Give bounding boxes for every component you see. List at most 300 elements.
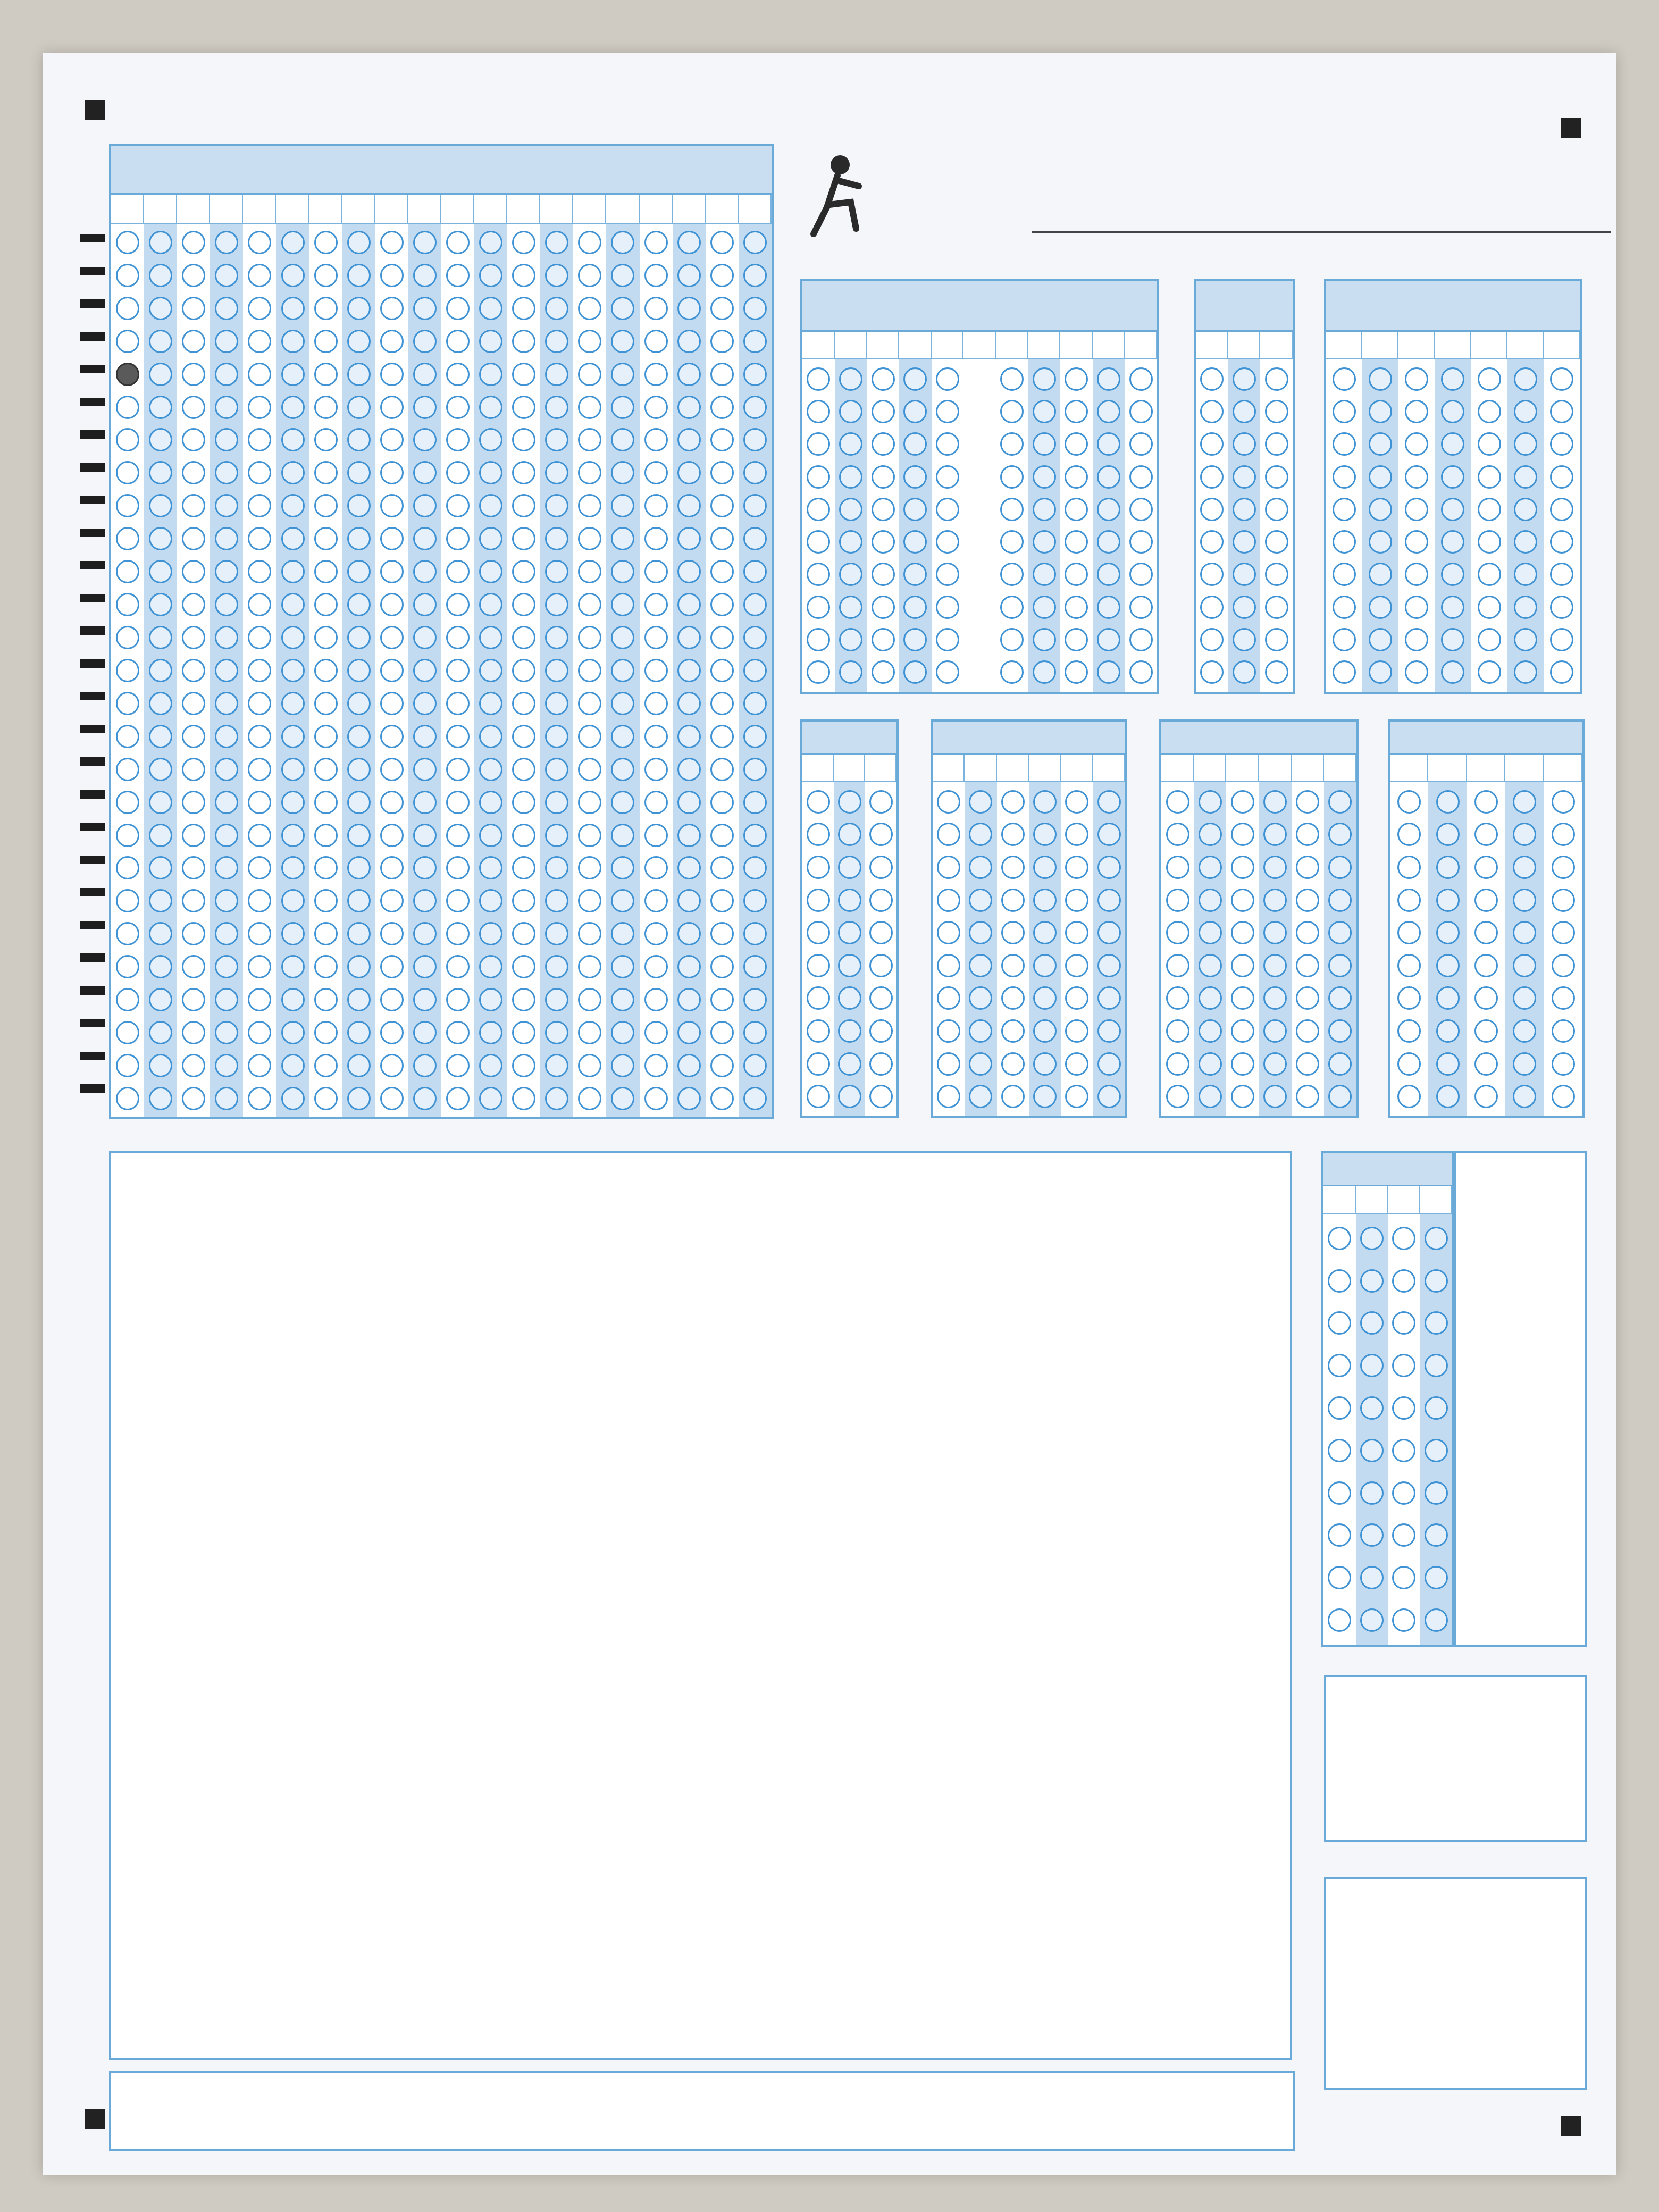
bubble[interactable] xyxy=(839,563,862,586)
bubble[interactable] xyxy=(149,527,172,550)
bubble[interactable] xyxy=(1033,856,1057,879)
bubble[interactable] xyxy=(545,461,568,484)
bubble[interactable] xyxy=(1328,921,1352,944)
bubble[interactable] xyxy=(1514,400,1537,423)
bubble[interactable] xyxy=(743,363,767,386)
bubble[interactable] xyxy=(839,660,862,684)
bubble[interactable] xyxy=(710,1087,734,1110)
bubble[interactable] xyxy=(116,725,139,748)
bubble[interactable] xyxy=(545,1054,568,1077)
bubble[interactable] xyxy=(1000,367,1024,391)
bubble[interactable] xyxy=(215,725,238,748)
write-in-box[interactable] xyxy=(342,195,375,224)
bubble[interactable] xyxy=(1369,367,1392,391)
bubble[interactable] xyxy=(611,1021,634,1044)
bubble[interactable] xyxy=(869,1019,893,1043)
bubble[interactable] xyxy=(1033,563,1056,586)
bubble[interactable] xyxy=(182,922,205,945)
bubble[interactable] xyxy=(1200,465,1224,489)
bubble[interactable] xyxy=(644,824,668,847)
bubble[interactable] xyxy=(512,527,535,550)
bubble[interactable] xyxy=(479,955,502,978)
bubble[interactable] xyxy=(611,758,634,781)
bubble[interactable] xyxy=(1369,465,1392,489)
bubble[interactable] xyxy=(1552,921,1575,944)
bubble[interactable] xyxy=(1474,1052,1498,1076)
bubble[interactable] xyxy=(512,363,535,386)
bubble[interactable] xyxy=(248,1087,271,1110)
bubble[interactable] xyxy=(182,1054,205,1077)
bubble[interactable] xyxy=(1328,1085,1352,1108)
bubble[interactable] xyxy=(314,560,338,583)
bubble[interactable] xyxy=(1360,1311,1384,1335)
bubble[interactable] xyxy=(677,264,701,287)
bubble[interactable] xyxy=(1333,530,1356,554)
bubble[interactable] xyxy=(1065,465,1088,489)
bubble[interactable] xyxy=(1474,954,1498,977)
bubble[interactable] xyxy=(1296,823,1319,846)
write-in-box[interactable] xyxy=(867,332,899,359)
bubble[interactable] xyxy=(1425,1396,1448,1420)
bubble[interactable] xyxy=(512,1054,535,1077)
bubble[interactable] xyxy=(578,396,601,419)
bubble[interactable] xyxy=(1231,790,1254,814)
write-in-box[interactable] xyxy=(1435,332,1471,359)
bubble[interactable] xyxy=(1441,465,1464,489)
bubble[interactable] xyxy=(314,593,338,616)
bubble[interactable] xyxy=(479,824,502,847)
bubble[interactable] xyxy=(611,1054,634,1077)
bubble[interactable] xyxy=(578,922,601,945)
bubble[interactable] xyxy=(479,461,502,484)
bubble[interactable] xyxy=(1369,498,1392,521)
bubble[interactable] xyxy=(1233,432,1256,456)
bubble[interactable] xyxy=(611,494,634,517)
bubble[interactable] xyxy=(1097,1019,1121,1043)
write-in-box[interactable] xyxy=(1260,332,1293,359)
bubble[interactable] xyxy=(838,921,861,944)
bubble[interactable] xyxy=(644,889,668,912)
bubble[interactable] xyxy=(281,692,305,715)
bubble[interactable] xyxy=(446,856,470,879)
bubble[interactable] xyxy=(149,396,172,419)
write-in-box[interactable] xyxy=(1390,755,1428,782)
bubble[interactable] xyxy=(248,231,271,254)
bubble[interactable] xyxy=(1097,889,1121,912)
bubble[interactable] xyxy=(545,692,568,715)
bubble[interactable] xyxy=(743,791,767,814)
bubble[interactable] xyxy=(248,1021,271,1044)
bubble[interactable] xyxy=(1233,530,1256,554)
bubble[interactable] xyxy=(969,954,992,977)
bubble[interactable] xyxy=(512,264,535,287)
bubble[interactable] xyxy=(1441,400,1464,423)
bubble[interactable] xyxy=(380,1054,404,1077)
bubble[interactable] xyxy=(1369,628,1392,651)
bubble[interactable] xyxy=(1550,628,1573,651)
bubble[interactable] xyxy=(1129,563,1153,586)
bubble[interactable] xyxy=(116,922,139,945)
bubble[interactable] xyxy=(710,955,734,978)
bubble[interactable] xyxy=(710,758,734,781)
bubble[interactable] xyxy=(1405,563,1428,586)
bubble[interactable] xyxy=(1033,823,1057,846)
bubble[interactable] xyxy=(807,1019,830,1043)
bubble[interactable] xyxy=(182,889,205,912)
bubble[interactable] xyxy=(1065,498,1088,521)
bubble[interactable] xyxy=(314,955,338,978)
bubble[interactable] xyxy=(1231,856,1254,879)
bubble[interactable] xyxy=(347,363,371,386)
bubble[interactable] xyxy=(479,428,502,451)
bubble[interactable] xyxy=(611,363,634,386)
bubble[interactable] xyxy=(149,1021,172,1044)
bubble[interactable] xyxy=(545,363,568,386)
bubble[interactable] xyxy=(149,428,172,451)
write-in-box[interactable] xyxy=(1194,755,1226,782)
bubble[interactable] xyxy=(1552,1085,1575,1108)
bubble[interactable] xyxy=(1478,400,1501,423)
bubble[interactable] xyxy=(314,758,338,781)
bubble[interactable] xyxy=(578,1087,601,1110)
bubble[interactable] xyxy=(182,527,205,550)
bubble[interactable] xyxy=(710,428,734,451)
bubble[interactable] xyxy=(314,824,338,847)
bubble[interactable] xyxy=(413,593,437,616)
bubble[interactable] xyxy=(545,527,568,550)
bubble[interactable] xyxy=(182,1021,205,1044)
bubble[interactable] xyxy=(611,1087,634,1110)
bubble[interactable] xyxy=(1065,823,1088,846)
bubble[interactable] xyxy=(347,1021,371,1044)
bubble[interactable] xyxy=(314,330,338,353)
bubble[interactable] xyxy=(644,297,668,320)
bubble[interactable] xyxy=(182,494,205,517)
bubble[interactable] xyxy=(1097,1085,1121,1108)
bubble[interactable] xyxy=(545,824,568,847)
bubble[interactable] xyxy=(215,791,238,814)
bubble[interactable] xyxy=(380,692,404,715)
bubble[interactable] xyxy=(413,692,437,715)
bubble[interactable] xyxy=(281,494,305,517)
bubble[interactable] xyxy=(248,758,271,781)
bubble[interactable] xyxy=(743,725,767,748)
bubble[interactable] xyxy=(380,988,404,1011)
bubble[interactable] xyxy=(1360,1354,1384,1377)
bubble[interactable] xyxy=(1328,889,1352,912)
bubble[interactable] xyxy=(1001,1019,1025,1043)
bubble[interactable] xyxy=(380,560,404,583)
bubble[interactable] xyxy=(413,758,437,781)
bubble[interactable] xyxy=(1436,823,1460,846)
bubble[interactable] xyxy=(116,560,139,583)
bubble[interactable] xyxy=(347,626,371,649)
bubble[interactable] xyxy=(281,856,305,879)
bubble[interactable] xyxy=(149,231,172,254)
bubble[interactable] xyxy=(446,889,470,912)
bubble[interactable] xyxy=(1097,400,1120,423)
bubble[interactable] xyxy=(413,889,437,912)
bubble[interactable] xyxy=(969,790,992,814)
bubble[interactable] xyxy=(1328,1481,1351,1505)
bubble[interactable] xyxy=(446,824,470,847)
bubble[interactable] xyxy=(446,1054,470,1077)
bubble[interactable] xyxy=(182,626,205,649)
bubble[interactable] xyxy=(743,527,767,550)
bubble[interactable] xyxy=(314,231,338,254)
bubble[interactable] xyxy=(1397,790,1421,814)
bubble[interactable] xyxy=(743,955,767,978)
bubble[interactable] xyxy=(479,889,502,912)
bubble[interactable] xyxy=(644,659,668,682)
bubble[interactable] xyxy=(347,264,371,287)
bubble[interactable] xyxy=(1166,921,1189,944)
bubble[interactable] xyxy=(578,428,601,451)
bubble[interactable] xyxy=(479,1054,502,1077)
bubble[interactable] xyxy=(182,692,205,715)
bubble[interactable] xyxy=(1166,1052,1189,1076)
bubble[interactable] xyxy=(743,1021,767,1044)
bubble[interactable] xyxy=(1405,628,1428,651)
bubble[interactable] xyxy=(116,297,139,320)
bubble[interactable] xyxy=(1263,921,1287,944)
bubble[interactable] xyxy=(1200,400,1224,423)
bubble[interactable] xyxy=(215,560,238,583)
bubble[interactable] xyxy=(1199,921,1222,944)
bubble[interactable] xyxy=(578,494,601,517)
bubble[interactable] xyxy=(1166,856,1189,879)
bubble[interactable] xyxy=(1097,986,1121,1010)
bubble[interactable] xyxy=(281,889,305,912)
bubble[interactable] xyxy=(1065,1052,1088,1076)
bubble[interactable] xyxy=(281,527,305,550)
bubble[interactable] xyxy=(479,363,502,386)
bubble[interactable] xyxy=(677,494,701,517)
bubble[interactable] xyxy=(347,330,371,353)
bubble[interactable] xyxy=(1405,498,1428,521)
bubble[interactable] xyxy=(869,1085,893,1108)
bubble[interactable] xyxy=(611,527,634,550)
bubble[interactable] xyxy=(872,660,895,684)
bubble[interactable] xyxy=(1328,1269,1351,1293)
bubble[interactable] xyxy=(281,922,305,945)
bubble[interactable] xyxy=(380,1021,404,1044)
write-in-box[interactable] xyxy=(865,755,896,782)
bubble[interactable] xyxy=(838,790,861,814)
bubble[interactable] xyxy=(248,725,271,748)
bubble[interactable] xyxy=(1265,465,1288,489)
bubble[interactable] xyxy=(1360,1566,1384,1589)
bubble[interactable] xyxy=(182,988,205,1011)
bubble[interactable] xyxy=(1369,530,1392,554)
bubble[interactable] xyxy=(512,889,535,912)
bubble[interactable] xyxy=(413,1087,437,1110)
bubble[interactable] xyxy=(347,396,371,419)
bubble[interactable] xyxy=(215,626,238,649)
bubble[interactable] xyxy=(347,889,371,912)
bubble[interactable] xyxy=(1265,498,1288,521)
bubble[interactable] xyxy=(1333,563,1356,586)
bubble[interactable] xyxy=(1478,628,1501,651)
bubble[interactable] xyxy=(479,593,502,616)
bubble[interactable] xyxy=(545,560,568,583)
bubble[interactable] xyxy=(578,824,601,847)
bubble[interactable] xyxy=(1550,660,1573,684)
bubble[interactable] xyxy=(281,264,305,287)
bubble[interactable] xyxy=(937,889,960,912)
bubble[interactable] xyxy=(1065,563,1088,586)
bubble[interactable] xyxy=(1513,823,1536,846)
bubble[interactable] xyxy=(545,330,568,353)
bubble[interactable] xyxy=(446,791,470,814)
bubble[interactable] xyxy=(281,659,305,682)
bubble[interactable] xyxy=(1129,660,1153,684)
bubble[interactable] xyxy=(578,297,601,320)
bubble[interactable] xyxy=(1478,498,1501,521)
bubble[interactable] xyxy=(743,692,767,715)
bubble[interactable] xyxy=(1392,1227,1415,1250)
bubble[interactable] xyxy=(1436,1085,1460,1108)
bubble[interactable] xyxy=(1166,823,1189,846)
bubble[interactable] xyxy=(1065,986,1088,1010)
bubble[interactable] xyxy=(1552,823,1575,846)
bubble[interactable] xyxy=(1441,530,1464,554)
write-in-box[interactable] xyxy=(1323,1186,1356,1214)
bubble[interactable] xyxy=(545,889,568,912)
bubble[interactable] xyxy=(578,231,601,254)
bubble[interactable] xyxy=(149,297,172,320)
bubble[interactable] xyxy=(807,465,830,489)
bubble[interactable] xyxy=(182,791,205,814)
bubble[interactable] xyxy=(314,363,338,386)
bubble[interactable] xyxy=(1514,367,1537,391)
bubble[interactable] xyxy=(1265,432,1288,456)
bubble[interactable] xyxy=(869,1052,893,1076)
bubble[interactable] xyxy=(1328,1311,1351,1335)
bubble[interactable] xyxy=(380,659,404,682)
bubble[interactable] xyxy=(838,986,861,1010)
bubble[interactable] xyxy=(743,231,767,254)
bubble[interactable] xyxy=(644,593,668,616)
bubble[interactable] xyxy=(743,428,767,451)
bubble[interactable] xyxy=(281,1087,305,1110)
bubble[interactable] xyxy=(446,363,470,386)
bubble[interactable] xyxy=(314,1054,338,1077)
bubble[interactable] xyxy=(936,563,959,586)
bubble[interactable] xyxy=(1441,596,1464,619)
bubble[interactable] xyxy=(182,659,205,682)
bubble[interactable] xyxy=(116,955,139,978)
bubble[interactable] xyxy=(215,396,238,419)
bubble[interactable] xyxy=(1296,1052,1319,1076)
bubble[interactable] xyxy=(380,856,404,879)
bubble[interactable] xyxy=(1478,660,1501,684)
bubble[interactable] xyxy=(1513,986,1536,1010)
bubble[interactable] xyxy=(512,856,535,879)
bubble[interactable] xyxy=(1265,563,1288,586)
bubble[interactable] xyxy=(1097,596,1120,619)
bubble[interactable] xyxy=(1097,367,1120,391)
bubble[interactable] xyxy=(149,889,172,912)
write-in-box[interactable] xyxy=(309,195,342,224)
bubble[interactable] xyxy=(1436,856,1460,879)
bubble[interactable] xyxy=(937,1019,960,1043)
bubble[interactable] xyxy=(149,1087,172,1110)
bubble[interactable] xyxy=(446,560,470,583)
bubble[interactable] xyxy=(116,428,139,451)
bubble[interactable] xyxy=(281,955,305,978)
bubble[interactable] xyxy=(1233,628,1256,651)
bubble[interactable] xyxy=(1263,889,1287,912)
bubble[interactable] xyxy=(314,1021,338,1044)
bubble[interactable] xyxy=(578,692,601,715)
bubble[interactable] xyxy=(347,593,371,616)
bubble[interactable] xyxy=(1369,563,1392,586)
bubble[interactable] xyxy=(248,988,271,1011)
bubble[interactable] xyxy=(839,400,862,423)
bubble[interactable] xyxy=(869,889,893,912)
bubble[interactable] xyxy=(1231,1019,1254,1043)
bubble[interactable] xyxy=(644,955,668,978)
bubble[interactable] xyxy=(1405,596,1428,619)
bubble[interactable] xyxy=(347,922,371,945)
bubble[interactable] xyxy=(1425,1269,1448,1293)
bubble[interactable] xyxy=(215,955,238,978)
bubble[interactable] xyxy=(149,593,172,616)
bubble[interactable] xyxy=(1552,889,1575,912)
bubble[interactable] xyxy=(1033,432,1056,456)
bubble[interactable] xyxy=(838,1019,861,1043)
write-in-box[interactable] xyxy=(210,195,243,224)
bubble[interactable] xyxy=(1425,1439,1448,1462)
bubble[interactable] xyxy=(1441,367,1464,391)
bubble[interactable] xyxy=(1441,563,1464,586)
bubble[interactable] xyxy=(149,494,172,517)
bubble[interactable] xyxy=(281,758,305,781)
bubble[interactable] xyxy=(710,560,734,583)
bubble[interactable] xyxy=(347,527,371,550)
bubble[interactable] xyxy=(710,1021,734,1044)
bubble[interactable] xyxy=(380,626,404,649)
bubble[interactable] xyxy=(479,626,502,649)
bubble[interactable] xyxy=(215,330,238,353)
bubble[interactable] xyxy=(710,725,734,748)
bubble[interactable] xyxy=(512,1087,535,1110)
bubble[interactable] xyxy=(807,1052,830,1076)
bubble[interactable] xyxy=(903,367,927,391)
bubble[interactable] xyxy=(1474,790,1498,814)
bubble[interactable] xyxy=(479,988,502,1011)
bubble[interactable] xyxy=(479,1021,502,1044)
bubble[interactable] xyxy=(512,626,535,649)
write-in-box[interactable] xyxy=(1093,755,1125,782)
bubble[interactable] xyxy=(149,824,172,847)
bubble[interactable] xyxy=(149,922,172,945)
bubble[interactable] xyxy=(314,626,338,649)
bubble[interactable] xyxy=(149,725,172,748)
bubble[interactable] xyxy=(1474,921,1498,944)
bubble[interactable] xyxy=(1033,596,1056,619)
bubble[interactable] xyxy=(578,758,601,781)
bubble[interactable] xyxy=(1233,660,1256,684)
bubble[interactable] xyxy=(1265,400,1288,423)
bubble[interactable] xyxy=(380,824,404,847)
bubble[interactable] xyxy=(149,758,172,781)
bubble[interactable] xyxy=(446,659,470,682)
bubble[interactable] xyxy=(347,494,371,517)
write-in-box[interactable] xyxy=(1420,1186,1453,1214)
bubble[interactable] xyxy=(1333,628,1356,651)
